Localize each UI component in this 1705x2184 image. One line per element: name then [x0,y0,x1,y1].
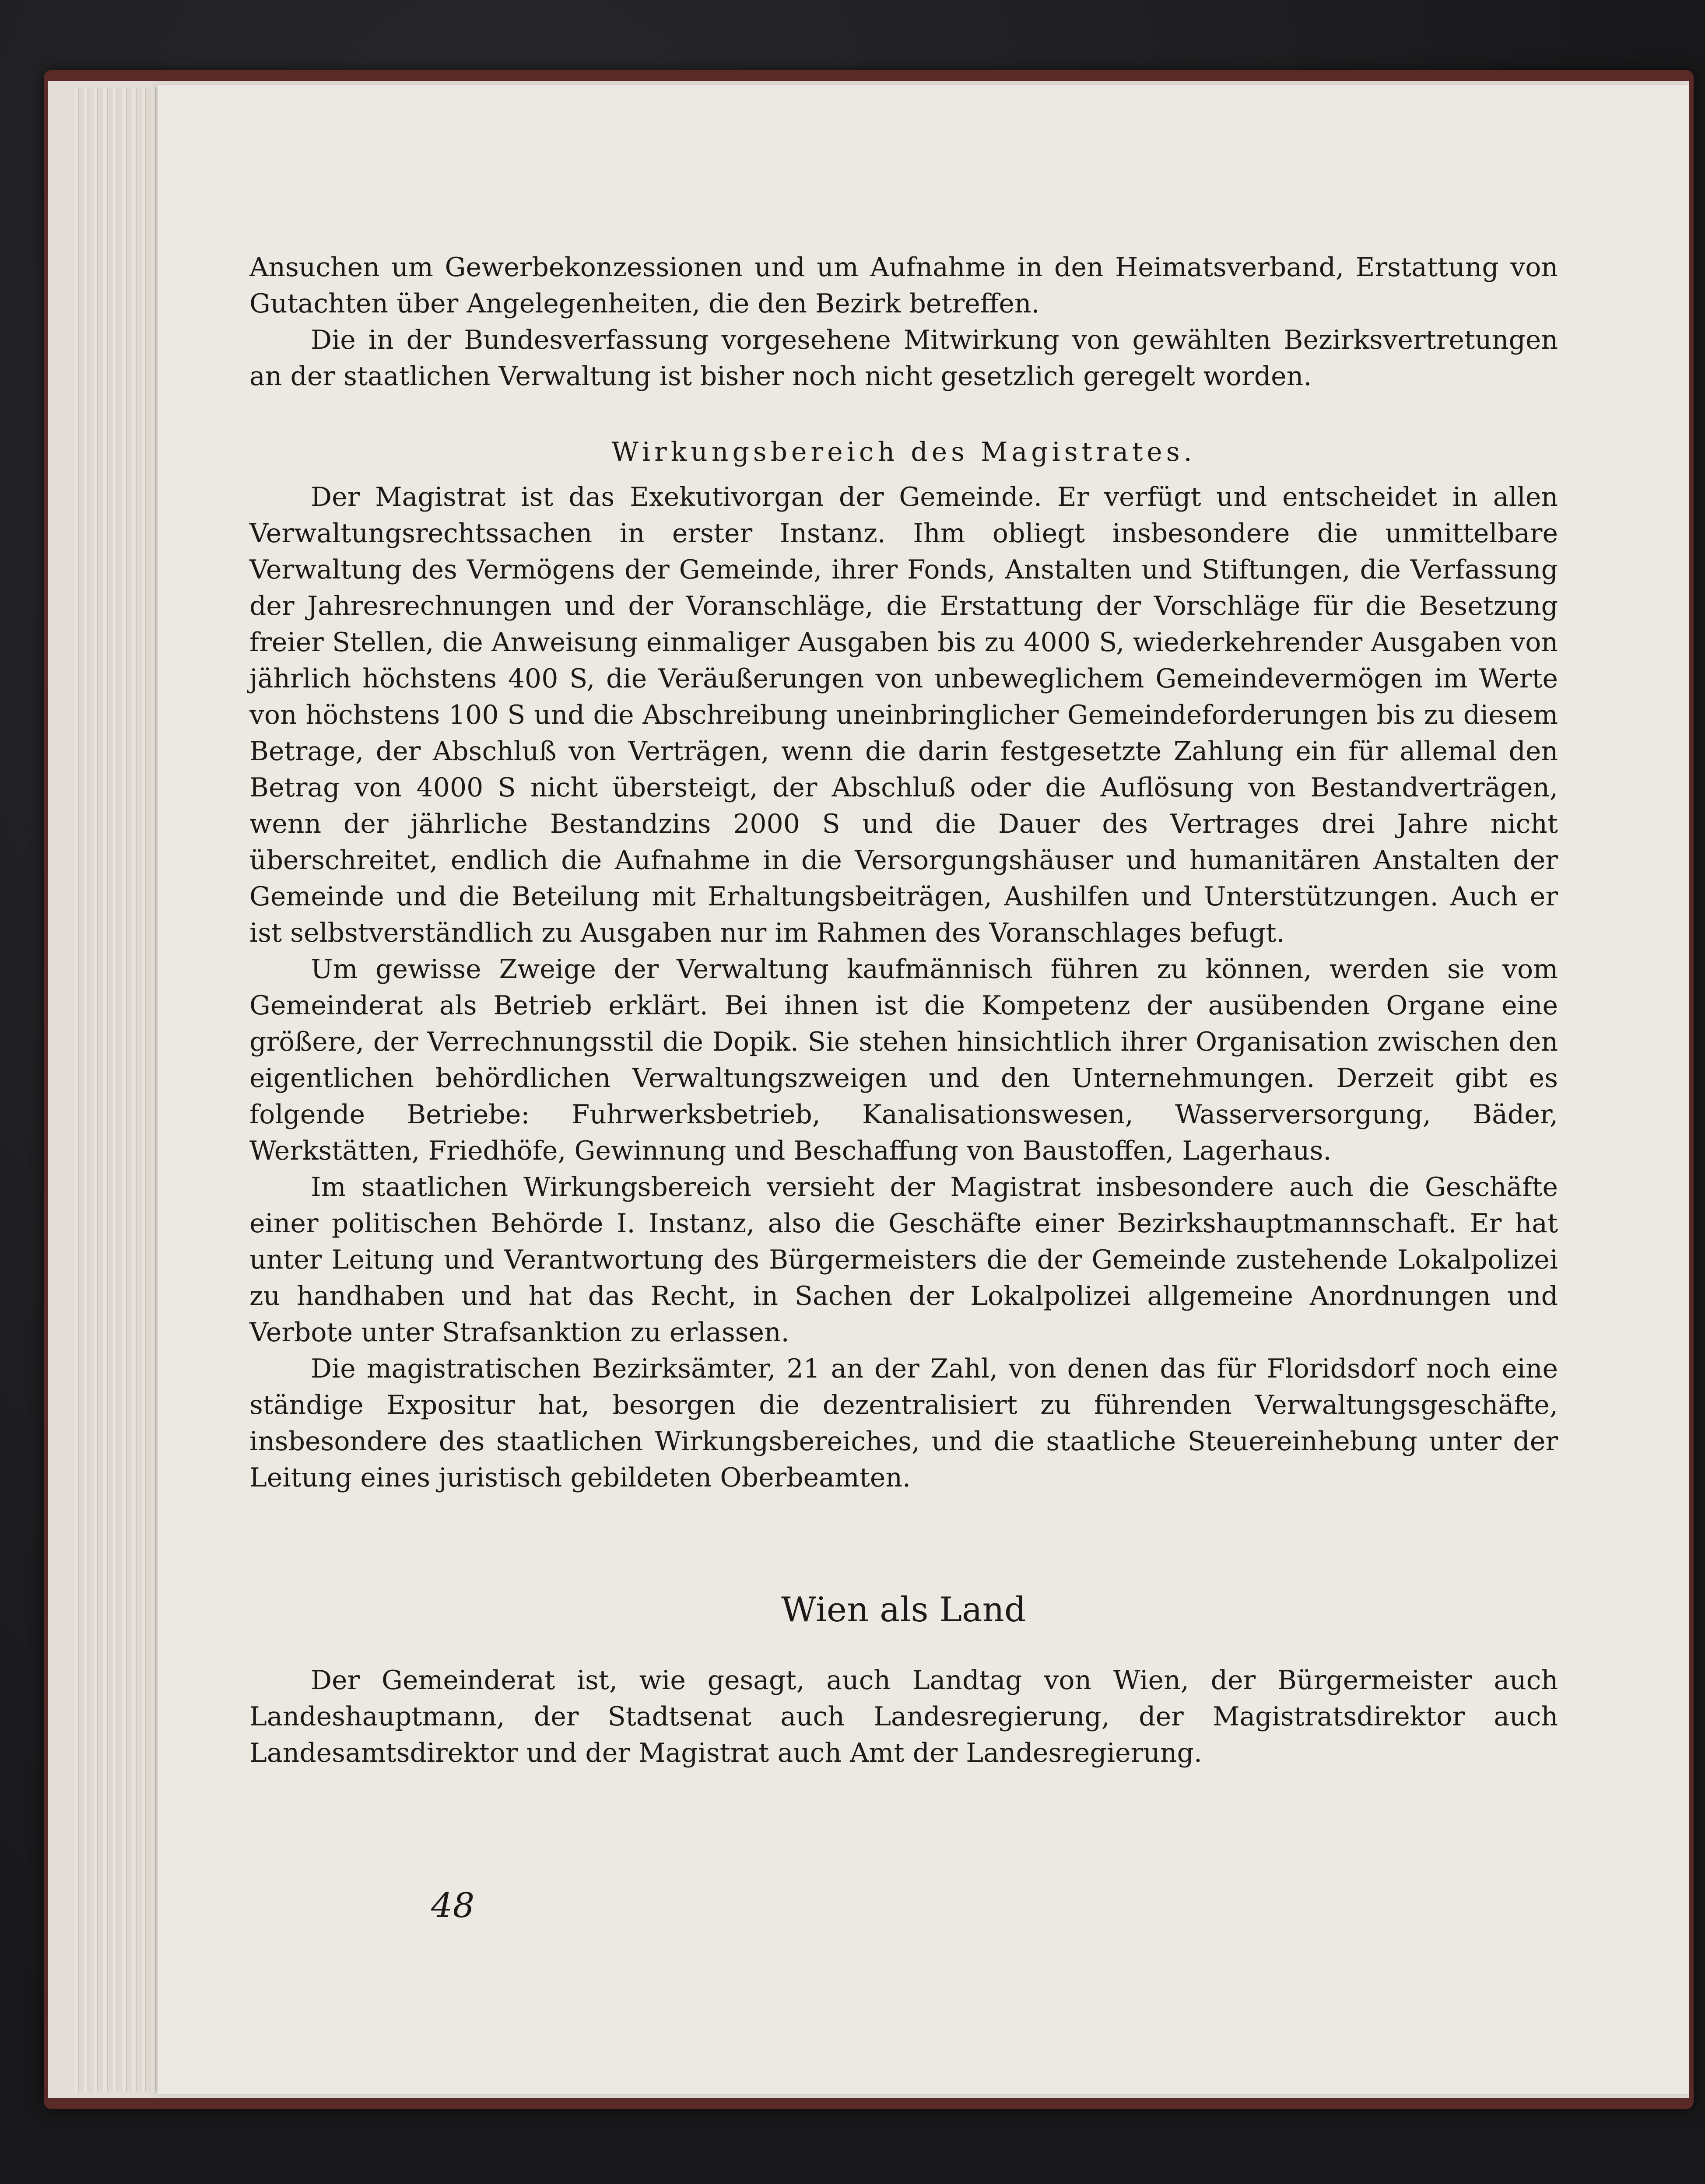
paragraph: Ansuchen um Gewerbekonzessionen und um Aufnahme in den Heimatsverband, Erstattung von Gutachten über Angelegenheiten, die den Bezirk betreffen. [249,252,1558,319]
paragraph: Der Magistrat ist das Exekutivorgan der Gemeinde. Er verfügt und entscheidet in allen Verwaltungsrechtssachen in erster Instanz. Ihm obliegt insbesondere die unmittelbare Verwaltung des Vermögens der Gemeinde, ihrer Fonds, Anstalten und Stiftungen, die Verfassung der Jahresrechnungen und der Voranschläge, die Erstattung der Vorschläge für die Besetzung freier Stellen, die Anweisung einmaliger Ausgaben bis zu 4000 S, wiederkehrender Ausgaben von jährlich höchstens 400 S, die Veräußerungen von unbeweglichem Gemeindevermögen im Werte von höchstens 100 S und die Abschreibung uneinbringlicher Gemeindeforderungen bis zu diesem Betrage, der Abschluß von Verträgen, wenn die darin festgesetzte Zahlung ein für allemal den Betrag von 4000 S nicht übersteigt, der Abschluß oder die Auflösung von Bestandverträgen, wenn der jährliche Bestandzins 2000 S und die Dauer des Vertrages drei Jahre nicht überschreitet, endlich die Aufnahme in die Versorgungshäuser und humanitären Anstalten der Gemeinde und die Beteilung mit Erhaltungsbeiträgen, Aushilfen und Unterstützungen. Auch er ist selbstverständlich zu Ausgaben nur im Rahmen des Voranschlages befugt. [249,482,1558,948]
paragraph: Um gewisse Zweige der Verwaltung kaufmännisch führen zu können, werden sie vom Gemeinderat als Betrieb erklärt. Bei ihnen ist die Kompetenz der ausübenden Organe eine größere, der Verrechnungsstil die Dopik. Sie stehen hinsichtlich ihrer Organisation zwischen den eigentlichen behördlichen Verwaltungszweigen und den Unternehmungen. Derzeit gibt es folgende Betriebe: Fuhrwerksbetrieb, Kanalisationswesen, Wasserversorgung, Bäder, Werkstätten, Friedhöfe, Gewinnung und Beschaffung von Baustoffen, Lagerhaus. [249,954,1558,1166]
page-number: 48 [431,1886,475,1925]
paragraph: Im staatlichen Wirkungsbereich versieht der Magistrat insbesondere auch die Geschäfte einer politischen Behörde I. Instanz, also die Geschäfte einer Bezirkshauptmannschaft. Er hat unter Leitung und Verantwortung des Bürgermeisters die der Gemeinde zustehende Lokalpolizei zu handhaben und hat das Recht, in Sachen der Lokalpolizei allgemeine Anordnungen und Verbote unter Strafsanktion zu erlassen. [249,1172,1558,1348]
section-heading-wien-als-land: Wien als Land [781,1590,1026,1630]
section-heading-magistrat: Wirkungsbereich des Magistrates. [611,437,1196,467]
page-content [249,249,1558,1771]
paragraph: Der Gemeinderat ist, wie gesagt, auch Landtag von Wien, der Bürgermeister auch Landeshauptmann, der Stadtsenat auch Landesregierung, der Magistratsdirektor auch Landesamtsdirektor und der Magistrat auch Amt der Landesregierung. [249,1665,1558,1768]
paragraph: Die magistratischen Bezirksämter, 21 an der Zahl, von denen das für Floridsdorf noch eine ständige Expositur hat, besorgen die dezentralisiert zu führenden Verwaltungsgeschäfte, insbesondere des staatlichen Wirkungsbereiches, und die staatliche Steuereinhebung unter der Leitung eines juristisch gebildeten Oberbeamten. [249,1353,1558,1493]
paragraph: Die in der Bundesverfassung vorgesehene Mitwirkung von gewählten Bezirksvertretungen an der staatlichen Verwaltung ist bisher noch nicht gesetzlich geregelt worden. [249,325,1558,392]
